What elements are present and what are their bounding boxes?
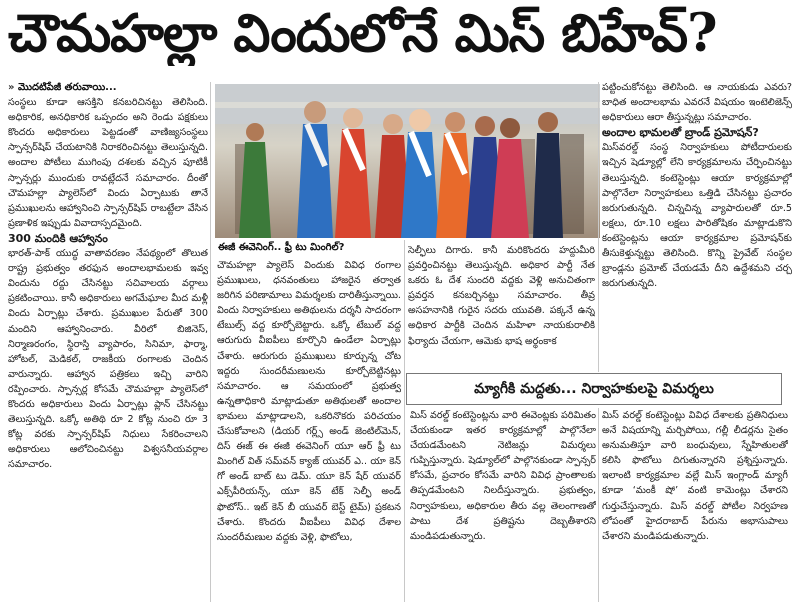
col1-paragraph-2: భారత్-పాక్ యుద్ధ వాతావరణం నేపథ్యంలో తొలుత రాష్ట్ర ప్రభుత్వం తరఫున అందాలభామలకు ఇవ్వ విందును రద్దు చేసినట్టు సచివాలయ వర్గాలు ప్రకటించాయి. కానీ అధికారులు అగమేఘాల మీద మళ్లీ విందు ఏర్పాట్లు చేశారు. ప్రముఖుల పేరుతో 300 మందిని ఆహ్వానించారు. వీరిలో బిజినెస్, నిర్మాణరంగం, స్థిరాస్తి వ్యాపారం, సినిమా, ఫార్మా, హోటల్, మెడికల్, రాజకీయ రంగాలకు చెందిన వారున్నారు. ఆహ్వాన పత్రికలు ఇచ్చి వారిని రప్పించారు. స్పాన్సర్ల కోసమే చౌమహల్లా ప్యాలెస్‌లో కొందరు అధికారులు విందు ఏర్పాట్లు ప్లాన్ చేసినట్టు తెలుస్తున్నది. ఒక్కో అతిథి రూ 2 కోట్ల నుంచి రూ 3 కోట్ల వరకు స్పాన్సర్‌షిప్ నిధులు సేకరించాలని అధికారులు ఆలోచించినట్టు విశ్వసనీయవర్గాల సమాచారం. [8, 248, 208, 471]
article-column-1 [8, 80, 208, 604]
col4-paragraph-2: మిస్‌వరల్డ్ సంస్థ నిర్వాహకులు పోటీదారులకు ఇచ్చిన షెడ్యూల్లో లేని కార్యక్రమాలను చేర్పించినట్టు తెలుస్తున్నది. కంటెస్టెంట్లు ఆయా కార్యక్రమాల్లో పాల్గొనేలా నిర్వాహకులు ఒత్తిడి చేసినట్టు ప్రచారం జరుగుతున్నది. చిన్నచిన్న వ్యాపారులతో రూ.5 లక్షలు, రూ.10 లక్షలు పారితోషికం మాట్లాడుకొని కంటెస్టెంట్లను ఆయా కార్యక్రమాల ప్రమోషన్‌కు తీసుకెళ్తున్నట్టు తెలిసింది. కొన్ని ప్రైవేట్ సంస్థల బ్రాండ్లను ప్రమోట్ చేయడమే దీని ఉద్దేశమని చర్చ జరుగుతున్నది. [602, 142, 792, 290]
box-left-paragraph: మిస్ వరల్డ్ కంటెస్టెంట్లను వారి ఈవెంట్లకు పరిమితం చేయకుండా ఇతర కార్యక్రమాల్లో పాల్గొనేలా చేయడమేంటని నెటిజన్లు విమర్శలు గుప్పిస్తున్నారు. షెడ్యూల్‌లో పాల్గొనకుండా స్పాన్సర్ కోసమే, ప్రచారం కోసమే వారిని వివిధ ప్రాంతాలకు తిప్పడమేంటని నిలదీస్తున్నారు. ప్రభుత్వం, నిర్వాహకులు, అధికారుల తీరు వల్ల తెలంగాణతో పాటు దేశ ప్రతిష్టను దెబ్బతీశారని మండిపడుతున్నారు. [410, 410, 596, 542]
col1-subhead: 300 మందికి ఆహ్వానం [8, 231, 108, 245]
article-column-3 [408, 243, 595, 369]
col3-paragraph: సెల్ఫీలు దిగారు. కానీ మరికొందరు హద్దుమీరి ప్రవర్తించినట్టు తెలుస్తున్నది. అధికార పార్టీ నేత ఒకరు ఓ దేశ సుందరి వద్దకు వెళ్లి అనుచితంగా ప్రవర్తన కనబర్చినట్టు సమాచారం. తీవ్ర అసహనానికి గురైన సదరు యువతి. పక్కనే ఉన్న అధికార పార్టీకి చెందిన మహిళా నాయకురాలికి ఫిర్యాదు చేయగా, ఆమెకు భాష అర్థంకాక [408, 245, 595, 347]
article-column-2 [217, 258, 401, 604]
column-divider [598, 408, 599, 602]
news-photo [215, 84, 600, 238]
col1-paragraph-1: సంస్థలు కూడా ఆసక్తిని కనబరిచినట్టు తెలిసింది. అధికారిక, అనధికారిక ఒప్పందం అని రెండు పక్షకులు కొందరు అధికారులు పెట్టడంతో వాణిజ్యసంస్థలు స్పాన్సర్‌షిప్ చేయటానికి నిరాకరించినట్టు తెలుస్తున్నది. అందాల పోటీలు ముగింపు దశలకు వచ్చిన పూటికీ స్పాన్సర్లు ముందుకు రావట్లేదనే సమాచారం. దీంతో చౌమహల్లా ప్యాలెస్‌లో విందు ఏర్పాటుకు తానే ప్రముఖులను ఆహ్వానించి స్పాన్సర్‌షిప్ రాబట్టేలా వేసిన ప్రణాళిక ఇప్పుడు వివాదాస్పదమైంది. [8, 97, 208, 229]
sidebar-box-title: మ్యాగీకి మద్దతు... నిర్వాహకులపై విమర్శలు [406, 373, 782, 405]
col4-subhead: అందాల భామలతో బ్రాండ్ ప్రమోషన్? [602, 126, 759, 140]
col2-paragraph: చౌమహల్లా ప్యాలెస్ విందుకు వివిధ రంగాల ప్రముఖులు, ధనవంతులు హాజరైన తర్వాత జరిగిన పరిణామాలు విమర్శలకు దారితీస్తున్నాయి. విందు నిర్వాహకులు అతిథులను దర్శనీ సాదరంగా టేబుల్స్ వద్ద కూర్చోబెట్టారు. ఒక్కో టేబుల్ వద్ద ఆరుగురు వీఐపీలు కూర్చొని ఉండేలా ఏర్పాట్లు చేశారు. ఆరుగురు ప్రముఖులు కూర్చున్న చోట ఇద్దరు సుందరీమణులను కూర్చోబెట్టినట్లు సమాచారం. ఆ సమయంలో ప్రభుత్వ ఉన్నతాధికారి మాట్లాడుతూ అతిథులతో అందాల భామలు మాట్లాడాలని, ఒకరినొకరు పరిచయం చేసుకోవాలని (డియర్ గర్ల్స్ అండ్ జెంటిల్‌మెన్, దిస్ ఈజ్ ఈ ఈజీ ఈవెనింగ్ యూ ఆర్ ఫ్రీ టు మింగిల్ విత్ సమ్‌వన్ క్యాజ్ యువర్ ఎ.. యా కెన్ గో అండ్ బాట్ టు డెమ్. యూ కెన్ షేర్ యువర్ ఎక్స్‌పీరియన్స్, యూ కెన్ టేక్ సెల్ఫీ అండ్ ఫొటోస్.. ఇట్ కెన్ బీ యువర్ బెస్ట్ టైమ్) ప్రకటన చేశారు. కొందరు వీఐపీలు వివిధ దేశాల సుందరీమణుల వద్దకు వెళ్లి, ఫొటోలు, [217, 260, 401, 543]
sidebar-box-left [410, 408, 596, 604]
column-divider [598, 82, 599, 372]
box-right-paragraph: మిస్ వరల్డ్ కంటెస్టెంట్లు వివిధ దేశాలకు ప్రతినిధులు అనే విషయాన్ని మర్చిపోయి, గల్లీ లీడర్లను సైతం అనుమతిస్తూ వారి బంధువులు, స్నేహితులతో కలిసి ఫొటోలు దిగుతున్నారని ప్రశ్నిస్తున్నారు. ఇలాంటి కార్యక్రమాల వల్లే మిస్ ఇంగ్లాండ్ మ్యాగీ కూడా ‘మంకీ షో’ వంటి కామెంట్లు చేశారని గుర్తుచేస్తున్నారు. మిస్ వరల్డ్ పోటీల నిర్వహణ లోపంతో హైదరాబాద్ పేరును అభాసుపాలు చేశారని మండిపడుతున్నారు. [602, 410, 788, 542]
photo-illustration [215, 84, 600, 238]
column-divider [404, 240, 405, 602]
photo-caption: ఈజీ ఈవెనింగ్.. ఫ్రీ టు మింగిల్? [218, 242, 345, 253]
column-divider [210, 82, 211, 602]
headline: చౌమహల్లా విందులోనే మిస్ బిహేవ్? [8, 3, 717, 64]
article-column-4 [602, 80, 792, 370]
col4-paragraph-1: పట్టించుకోనట్టు తెలిసింది. ఆ నాయకుడు ఎవరు? బాధిత అందాలభామ ఎవరనే విషయం ఇంటెలిజెన్స్ అధికారులు ఆరా తీస్తున్నట్లు సమాచారం. [602, 82, 792, 124]
kicker: » మొదటిపేజీ తరువాయి... [8, 80, 208, 95]
sidebar-box-right [602, 408, 788, 604]
